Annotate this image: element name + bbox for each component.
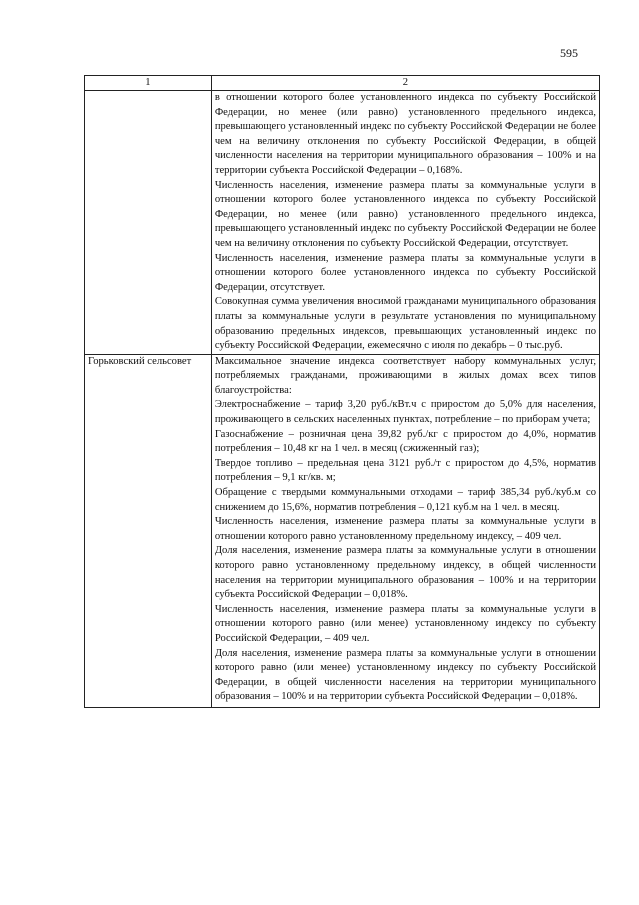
municipality-cell [85, 91, 212, 355]
paragraph: Доля населения, изменение размера платы за коммунальные услуги в отношении которого равно (или менее) установленному индексу по субъекту Российской Федерации, в общей численности населения на территории муниципального образования – 100% и на территории субъекта Российской Федерации – 0,018%. [214, 647, 596, 703]
paragraph: Обращение с твердыми коммунальными отходами – тариф 385,34 руб./куб.м со снижением до 15,6%, норматив потребления – 0,121 куб.м на 1 чел. в месяц. [214, 487, 596, 513]
table-row [85, 91, 600, 355]
paragraph: Численность населения, изменение размера платы за коммунальные услуги в отношении которого равно установленному предельному индексу, – 409 чел. [214, 516, 596, 542]
table-row [85, 354, 600, 707]
table-header-row [85, 76, 600, 91]
paragraph: в отношении которого более установленного индекса по субъекту Российской Федерации, но менее (или равно) установленного предельного индекса, превышающего установленный индекс по субъекту Российской Федерации не более чем на величину отклонения по субъекту Российской Федерации, в общей численности населения на территории муниципального образования – 100% и на территории субъекта Российской Федерации – 0,168%. [214, 92, 596, 176]
municipality-cell: Горьковский сельсовет [85, 354, 212, 707]
document-table [84, 75, 600, 708]
column-header-1: 1 [85, 76, 212, 91]
paragraph: Электроснабжение – тариф 3,20 руб./кВт.ч с приростом до 5,0% для населения, проживающего в сельских населенных пунктах, потребление – по приборам учета; [214, 399, 596, 426]
paragraph: Численность населения, изменение размера платы за коммунальные услуги в отношении которого более установленного индекса по субъекту Российской Федерации, отсутствует. [214, 252, 596, 293]
paragraph: Доля населения, изменение размера платы за коммунальные услуги в отношении которого равно установленному предельному индексу, в общей численности населения на территории муниципального образования – 100% и на территории субъекта Российской Федерации – 0,018%. [214, 545, 596, 601]
page-number: 595 [560, 46, 578, 60]
description-cell [211, 91, 599, 355]
description-cell [211, 354, 599, 707]
paragraph: Твердое топливо – предельная цена 3121 руб./т с приростом до 4,5%, норматив потребления – 9,1 кг/кв. м; [214, 457, 596, 484]
paragraph: Совокупная сумма увеличения вносимой гражданами муниципального образования платы за коммунальные услуги в результате установления по муниципальному образованию предельных индексов, превышающих установленный индекс по субъекту Российской Федерации, ежемесячно с июля по декабрь – 0 тыс.руб. [214, 296, 596, 352]
paragraph: Численность населения, изменение размера платы за коммунальные услуги в отношении которого равно (или менее) установленному индексу по субъекту Российской Федерации, – 409 чел. [214, 603, 596, 644]
paragraph: Газоснабжение – розничная цена 39,82 руб./кг с приростом до 4,0%, норматив потребления – 10,48 кг на 1 чел. в месяц (сжиженный газ); [214, 428, 596, 455]
column-header-2: 2 [211, 76, 599, 91]
paragraph: Численность населения, изменение размера платы за коммунальные услуги в отношении которого более установленного индекса по субъекту Российской Федерации, но менее (или равно) установленного предельного индекса, превышающего установленный индекс по субъекту Российской Федерации не более чем на величину отклонения по субъекту Российской Федерации, отсутствует. [214, 179, 596, 249]
paragraph: Максимальное значение индекса соответствует набору коммунальных услуг, потребляемых гражданами, проживающими в жилых домах всех типов благоустройства: [214, 355, 596, 396]
